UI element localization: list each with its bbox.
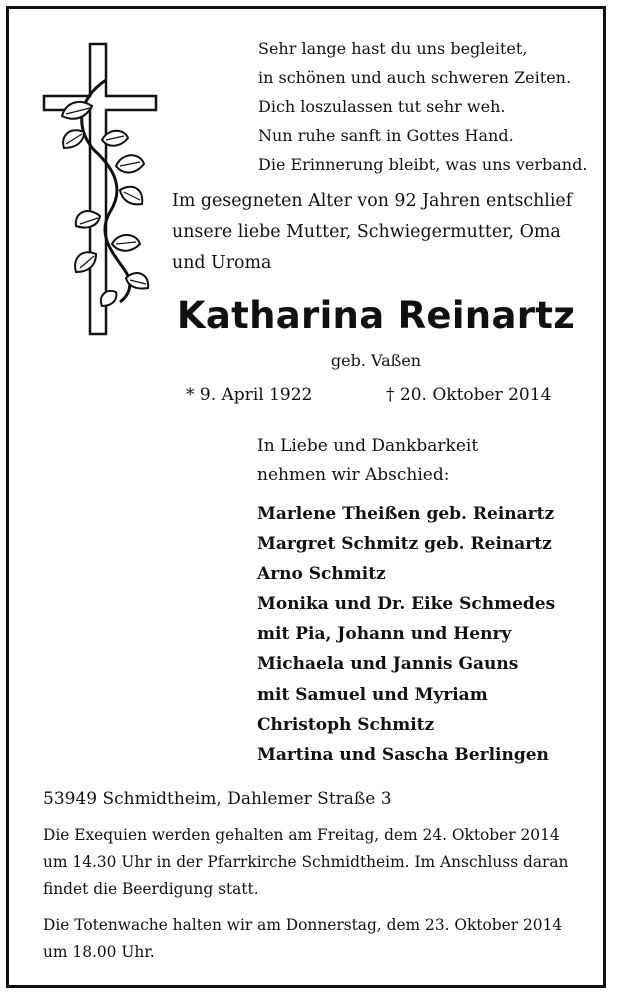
- intro-line: Im gesegneten Alter von 92 Jahren entschlief: [172, 191, 573, 211]
- poem-line: Nun ruhe sanft in Gottes Hand.: [258, 126, 514, 145]
- mourner-item: Arno Schmitz: [257, 564, 386, 585]
- wake-notice-line: um 18.00 Uhr.: [43, 943, 155, 961]
- funeral-notice: [43, 822, 588, 903]
- intro-text: [172, 186, 582, 279]
- mourner-item: mit Samuel und Myriam: [257, 684, 488, 705]
- poem-line: Dich loszulassen tut sehr weh.: [258, 97, 506, 116]
- maiden-name: geb. Vaßen: [330, 351, 422, 370]
- poem: [258, 34, 598, 179]
- mourner-item: Christoph Schmitz: [257, 714, 435, 735]
- poem-line: in schönen und auch schweren Zeiten.: [258, 68, 572, 87]
- mourner-item: Margret Schmitz geb. Reinartz: [257, 534, 552, 555]
- birth-date: * 9. April 1922: [186, 385, 313, 405]
- mourners-list: [257, 499, 555, 770]
- wake-notice-line: Die Totenwache halten wir am Donnerstag, dem 23. Oktober 2014: [43, 916, 563, 934]
- wake-notice: [43, 912, 588, 966]
- mourner-item: Michaela und Jannis Gauns: [257, 654, 519, 675]
- intro-line: unsere liebe Mutter, Schwiegermutter, Oma: [172, 222, 561, 242]
- poem-line: Sehr lange hast du uns begleitet,: [258, 39, 528, 58]
- mourner-item: Monika und Dr. Eike Schmedes: [257, 594, 556, 615]
- death-date: † 20. Oktober 2014: [386, 385, 552, 405]
- funeral-notice-line: findet die Beerdigung statt.: [43, 880, 259, 898]
- mourner-item: mit Pia, Johann und Henry: [257, 624, 512, 645]
- funeral-notice-line: um 14.30 Uhr in der Pfarrkirche Schmidtheim. Im Anschluss daran: [43, 853, 569, 871]
- farewell-text: [257, 432, 478, 490]
- mourner-item: Martina und Sascha Berlingen: [257, 744, 549, 765]
- cross-with-ivy-icon: [36, 40, 166, 340]
- mourner-item: Marlene Theißen geb. Reinartz: [257, 504, 555, 524]
- poem-line: Die Erinnerung bleibt, was uns verband.: [258, 155, 588, 174]
- funeral-notice-line: Die Exequien werden gehalten am Freitag, dem 24. Oktober 2014: [43, 826, 560, 844]
- family-address: 53949 Schmidtheim, Dahlemer Straße 3: [43, 789, 392, 809]
- farewell-line: In Liebe und Dankbarkeit: [257, 436, 479, 456]
- farewell-line: nehmen wir Abschied:: [257, 465, 450, 485]
- intro-line: und Uroma: [172, 253, 272, 273]
- deceased-name: Katharina Reinartz: [176, 294, 576, 337]
